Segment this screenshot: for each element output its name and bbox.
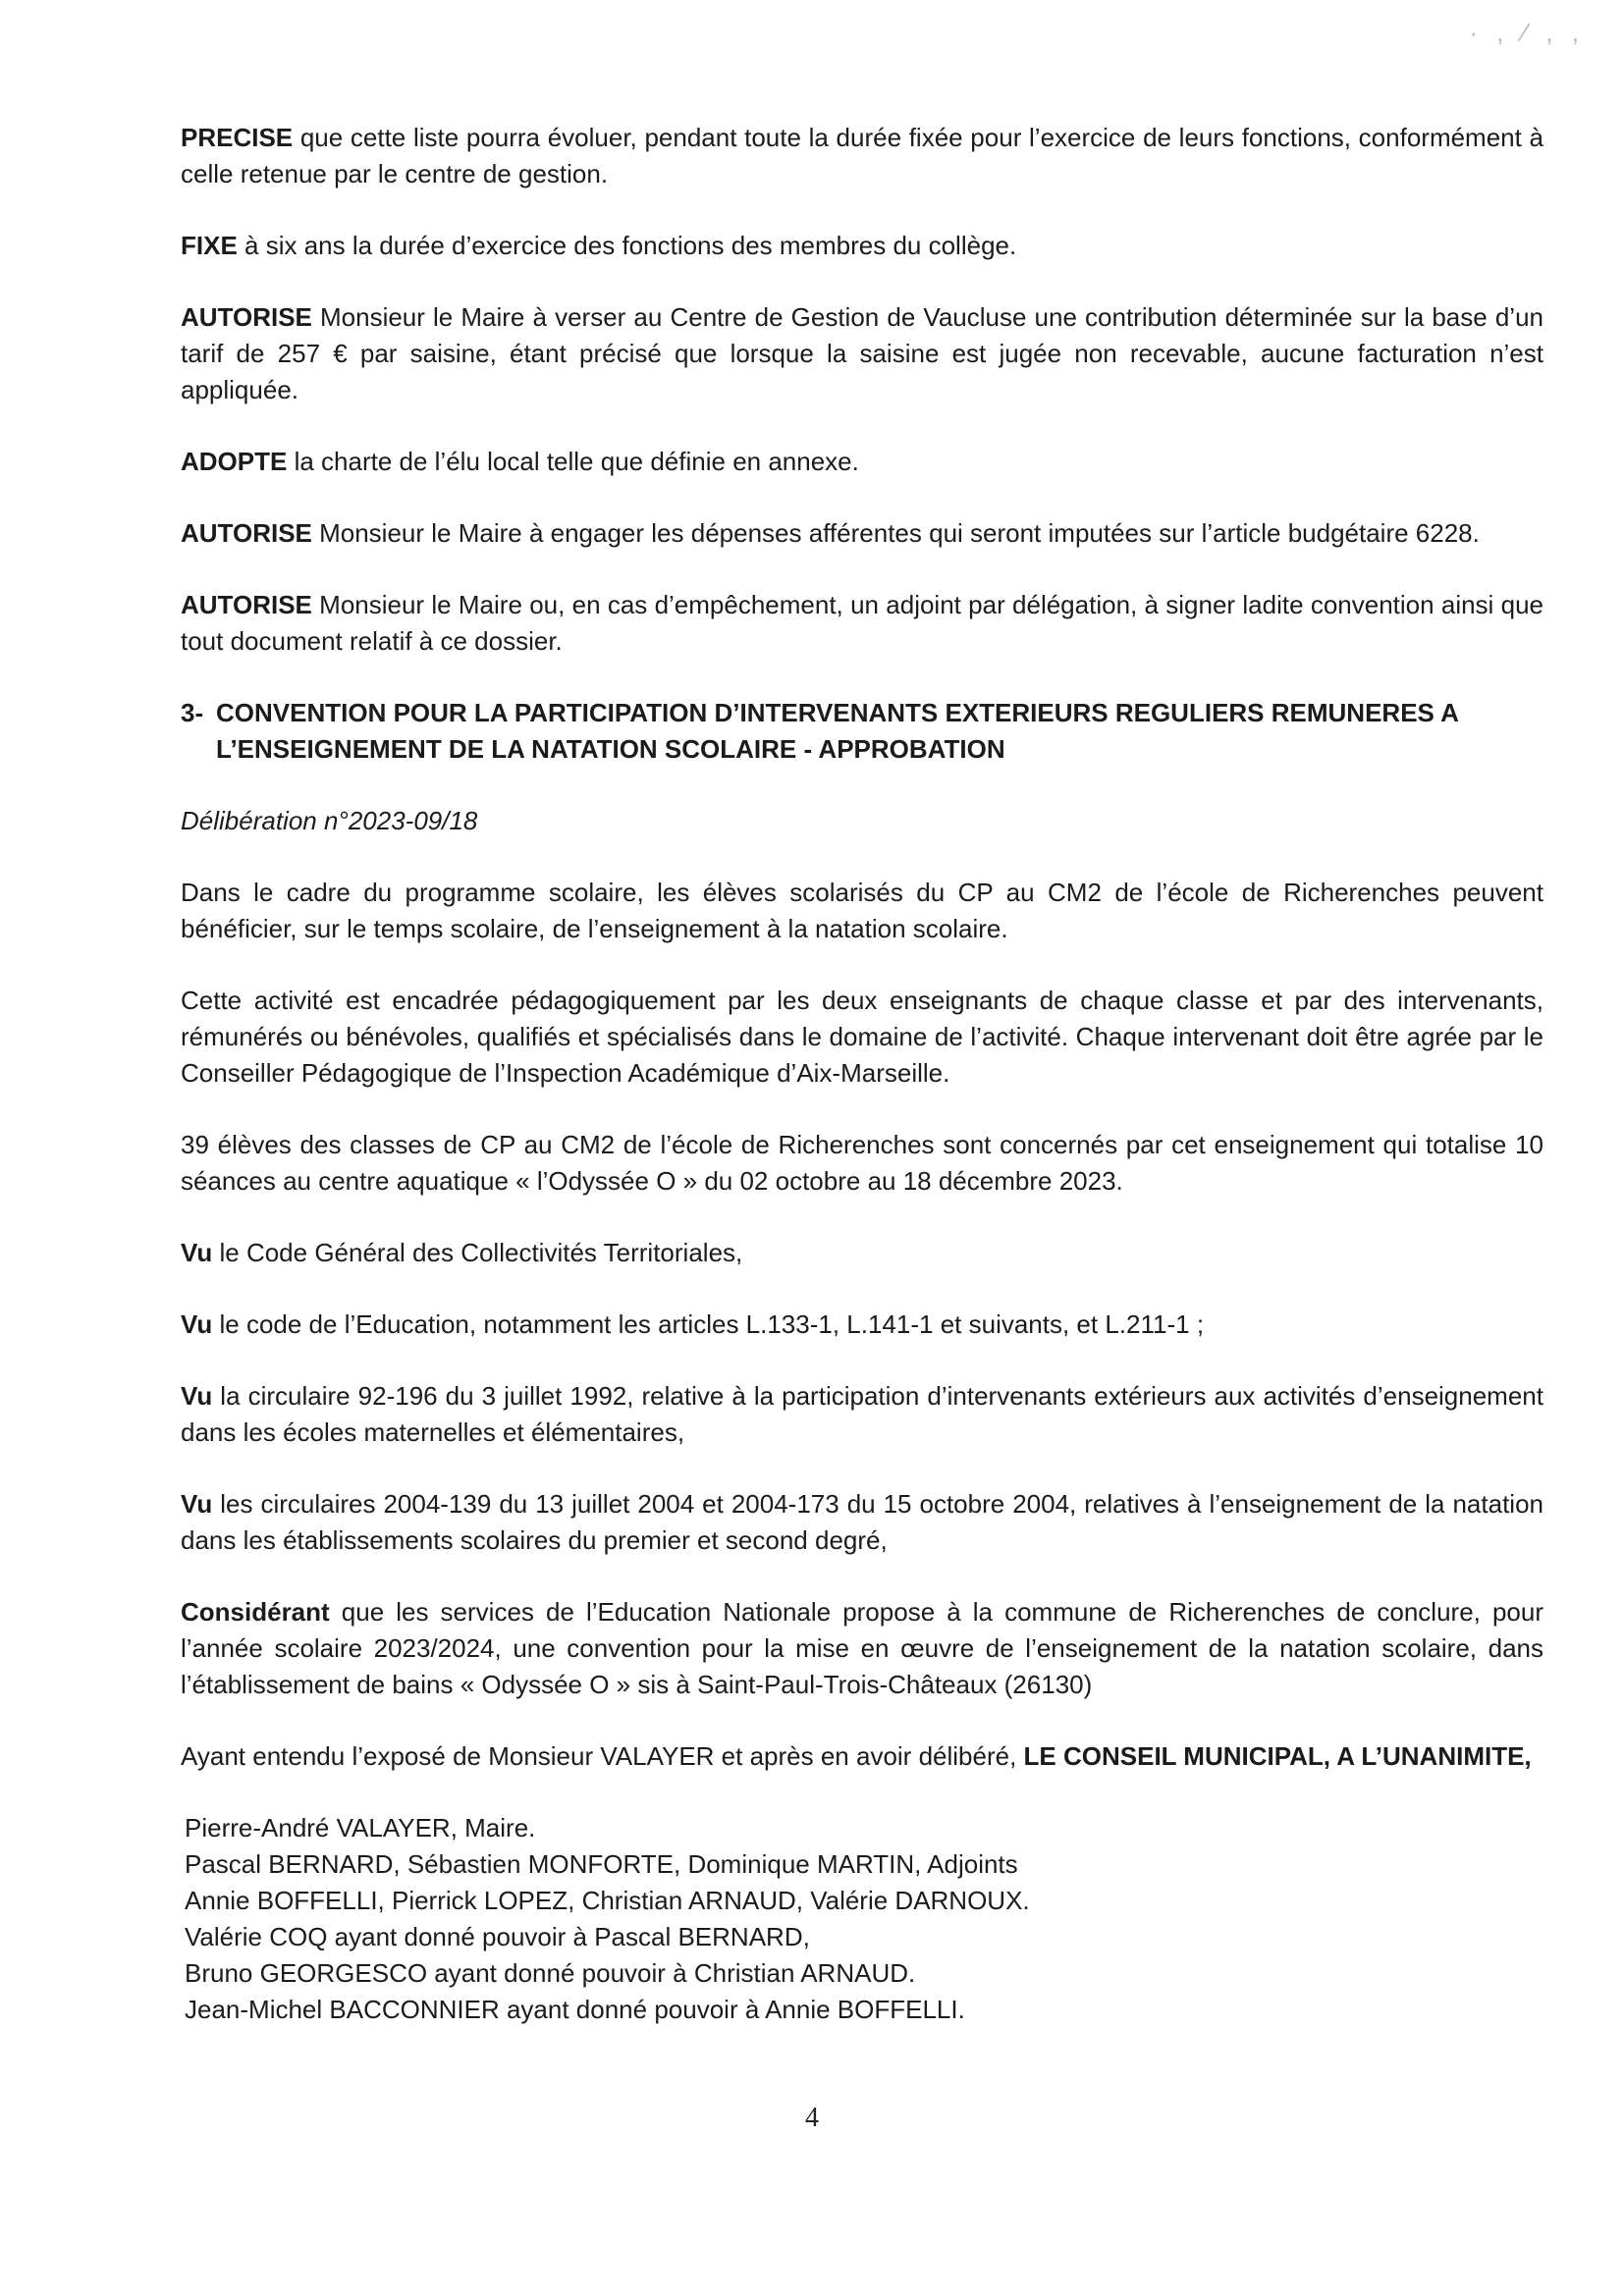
resolution-paragraph (181, 587, 1543, 660)
reference-lead: Vu (181, 1489, 213, 1519)
context-paragraphs (181, 875, 1543, 1200)
resolution-paragraph (181, 444, 1543, 480)
reference-lead: Vu (181, 1381, 213, 1411)
section-number: 3- (181, 698, 204, 727)
reference-lead: Vu (181, 1238, 213, 1267)
attendee-line: Jean-Michel BACCONNIER ayant donné pouvoir à Annie BOFFELLI. (185, 1995, 965, 2024)
context-paragraph: Dans le cadre du programme scolaire, les élèves scolarisés du CP au CM2 de l’école de Richerenches peuvent bénéficier, sur le temps scolaire, de l’enseignement à la natation scolaire. (181, 878, 1543, 943)
context-paragraph: Cette activité est encadrée pédagogiquement par les deux enseignants de chaque classe et par des intervenants, rémunérés ou bénévoles, qualifiés et spécialisés dans le domaine de l’activité. Chaque intervenant doit être agrée par le Conseiller Pédagogique de l’Inspection Académique d’Aix-Marseille. (181, 986, 1543, 1088)
resolution-lead: PRECISE (181, 123, 294, 152)
resolution-paragraph (181, 228, 1543, 264)
resolutions-top (181, 120, 1543, 660)
section-title-line1: CONVENTION POUR LA PARTICIPATION D’INTERVENANTS EXTERIEURS REGULIERS REMUNERES A (216, 698, 1459, 727)
decision-paragraph (181, 1738, 1543, 1775)
resolution-paragraph (181, 515, 1543, 552)
resolution-text: Monsieur le Maire à verser au Centre de Gestion de Vaucluse une contribution déterminée sur la base d’un tarif de 257 € par saisine, étant précisé que lorsque la saisine est jugée non recevable, aucune facturation n’est appliquée. (181, 302, 1543, 404)
attendees-list (181, 1810, 1543, 2028)
resolution-paragraph (181, 120, 1543, 192)
resolution-text: Monsieur le Maire ou, en cas d’empêchement, un adjoint par délégation, à signer ladite convention ainsi que tout document relatif à ce dossier. (181, 590, 1543, 656)
resolution-text: la charte de l’élu local telle que définie en annexe. (287, 447, 859, 476)
decision-text: Ayant entendu l’exposé de Monsieur VALAYER et après en avoir délibéré, (181, 1741, 1024, 1771)
section-heading (181, 695, 1543, 768)
attendee-line: Pierre-André VALAYER, Maire. (185, 1813, 536, 1842)
reference-text: le Code Général des Collectivités Territoriales, (212, 1238, 743, 1267)
attendee-line: Annie BOFFELLI, Pierrick LOPEZ, Christian ARNAUD, Valérie DARNOUX. (185, 1886, 1030, 1915)
resolution-text: Monsieur le Maire à engager les dépenses afférentes qui seront imputées sur l’article budgétaire 6228. (311, 518, 1480, 548)
reference-paragraph (181, 1378, 1543, 1451)
considering-lead: Considérant (181, 1597, 330, 1627)
page-number: 4 (805, 2103, 819, 2133)
attendee-line: Pascal BERNARD, Sébastien MONFORTE, Dominique MARTIN, Adjoints (185, 1849, 1018, 1879)
reference-paragraph (181, 1235, 1543, 1271)
scan-corner-mark: · , ⁄ , , (1469, 18, 1585, 47)
resolution-paragraph (181, 299, 1543, 408)
considering-text: que les services de l’Education Nationale propose à la commune de Richerenches de conclure, pour l’année scolaire 2023/2024, une convention pour la mise en œuvre de l’enseignement de la natation scolaire, dans l’établissement de bains « Odyssée O » sis à Saint-Paul-Trois-Châteaux (26130) (181, 1597, 1543, 1699)
reference-text: la circulaire 92-196 du 3 juillet 1992, relative à la participation d’intervenants extérieurs aux activités d’enseignement dans les écoles maternelles et élémentaires, (181, 1381, 1543, 1447)
reference-text: le code de l’Education, notamment les articles L.133-1, L.141-1 et suivants, et L.211-1 ; (212, 1309, 1205, 1339)
attendee-line: Bruno GEORGESCO ayant donné pouvoir à Christian ARNAUD. (185, 1958, 916, 1988)
resolution-lead: AUTORISE (181, 518, 312, 548)
reference-paragraph (181, 1486, 1543, 1559)
resolution-lead: AUTORISE (181, 590, 312, 619)
reference-text: les circulaires 2004-139 du 13 juillet 2004 et 2004-173 du 15 octobre 2004, relatives à l’enseignement de la natation dans les établissements scolaires du premier et second degré, (181, 1489, 1543, 1555)
decision-bold: LE CONSEIL MUNICIPAL, A L’UNANIMITE, (1023, 1741, 1532, 1771)
reference-paragraph (181, 1307, 1543, 1343)
attendee-line: Valérie COQ ayant donné pouvoir à Pascal BERNARD, (185, 1922, 810, 1951)
deliberation-number: Délibération n°2023-09/18 (181, 806, 478, 835)
document-body (181, 120, 1543, 2028)
section-title-line2: L’ENSEIGNEMENT DE LA NATATION SCOLAIRE - APPROBATION (216, 734, 1005, 764)
context-paragraph: 39 élèves des classes de CP au CM2 de l’école de Richerenches sont concernés par cet enseignement qui totalise 10 séances au centre aquatique « l’Odyssée O » du 02 octobre au 18 décembre 2023. (181, 1130, 1543, 1196)
legal-references (181, 1235, 1543, 1703)
reference-lead: Vu (181, 1309, 213, 1339)
resolution-text: que cette liste pourra évoluer, pendant toute la durée fixée pour l’exercice de leurs fonctions, conformément à celle retenue par le centre de gestion. (181, 123, 1543, 188)
considering-paragraph (181, 1594, 1543, 1703)
resolution-lead: FIXE (181, 231, 238, 260)
resolution-lead: AUTORISE (181, 302, 312, 332)
resolution-text: à six ans la durée d’exercice des fonctions des membres du collège. (237, 231, 1017, 260)
resolution-lead: ADOPTE (181, 447, 288, 476)
